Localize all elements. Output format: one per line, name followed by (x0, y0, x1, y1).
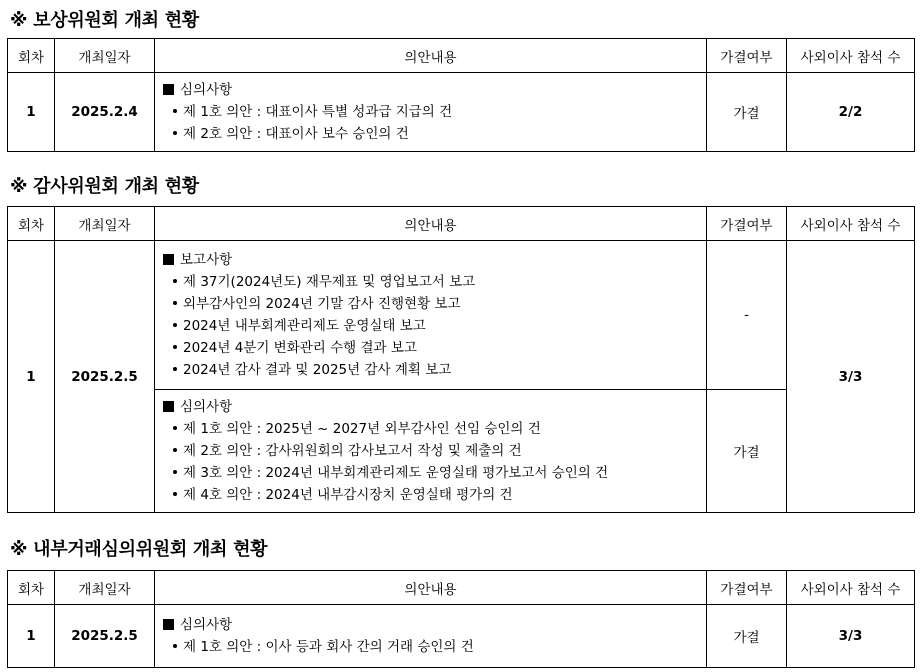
agenda-cell (155, 73, 707, 152)
header-round: 회차 (8, 207, 55, 241)
bullet-icon (173, 426, 177, 430)
header-attendance: 사외이사 참석 수 (787, 207, 915, 241)
agenda-cell (155, 605, 707, 668)
date-cell: 2025.2.4 (55, 73, 155, 152)
header-row (8, 207, 915, 241)
attendance-cell: 3/3 (787, 241, 915, 513)
agenda-item (163, 101, 706, 123)
agenda-item (163, 359, 706, 381)
agenda-item-text: 제 2호 의안 : 감사위원회의 감사보고서 작성 및 제출의 건 (183, 443, 522, 459)
category-label: 보고사항 (180, 252, 233, 268)
agenda-item-text: 2024년 감사 결과 및 2025년 감사 계획 보고 (183, 362, 452, 378)
agenda-category (163, 249, 706, 271)
header-agenda: 의안내용 (155, 207, 707, 241)
agenda-cell (155, 241, 707, 390)
square-bullet-icon (163, 619, 174, 630)
agenda-category (163, 614, 706, 636)
header-round: 회차 (8, 571, 55, 605)
bullet-icon (173, 470, 177, 474)
header-date: 개최일자 (55, 39, 155, 73)
result-cell: 가결 (707, 390, 787, 513)
agenda-item-text: 외부감사인의 2024년 기말 감사 진행현황 보고 (183, 296, 461, 312)
attendance-cell: 2/2 (787, 73, 915, 152)
agenda-item (163, 315, 706, 337)
agenda-category (163, 396, 706, 418)
agenda-item (163, 484, 706, 506)
header-row (8, 39, 915, 73)
agenda-item (163, 440, 706, 462)
bullet-icon (173, 301, 177, 305)
bullet-icon (173, 644, 177, 648)
date-cell: 2025.2.5 (55, 241, 155, 513)
section-title: ※ 내부거래심의위원회 개최 현황 (10, 539, 268, 560)
header-result: 가결여부 (707, 39, 787, 73)
header-attendance: 사외이사 참석 수 (787, 571, 915, 605)
header-row (8, 571, 915, 605)
bullet-icon (173, 448, 177, 452)
agenda-item (163, 293, 706, 315)
category-label: 심의사항 (180, 399, 233, 415)
table-row (8, 241, 915, 390)
agenda-cell (155, 390, 707, 513)
bullet-icon (173, 279, 177, 283)
agenda-category (163, 79, 706, 101)
result-cell: 가결 (707, 73, 787, 152)
result-cell: 가결 (707, 605, 787, 668)
bullet-icon (173, 109, 177, 113)
table-row (8, 73, 915, 152)
bullet-icon (173, 492, 177, 496)
table-row (8, 605, 915, 668)
committee-table (7, 570, 915, 668)
agenda-item-text: 제 1호 의안 : 이사 등과 회사 간의 거래 승인의 건 (183, 639, 474, 655)
round-cell: 1 (8, 241, 55, 513)
round-cell: 1 (8, 605, 55, 668)
section-title: ※ 감사위원회 개최 현황 (10, 176, 199, 197)
agenda-item-text: 제 4호 의안 : 2024년 내부감시장치 운영실태 평가의 건 (183, 487, 513, 503)
category-label: 심의사항 (180, 617, 233, 633)
agenda-item-text: 제 3호 의안 : 2024년 내부회계관리제도 운영실태 평가보고서 승인의 건 (183, 465, 609, 481)
bullet-icon (173, 131, 177, 135)
agenda-item (163, 271, 706, 293)
date-cell: 2025.2.5 (55, 605, 155, 668)
agenda-item (163, 123, 706, 145)
header-agenda: 의안내용 (155, 39, 707, 73)
committee-table (7, 38, 915, 152)
agenda-item-text: 제 1호 의안 : 2025년 ~ 2027년 외부감사인 선임 승인의 건 (183, 421, 541, 437)
attendance-cell: 3/3 (787, 605, 915, 668)
square-bullet-icon (163, 401, 174, 412)
square-bullet-icon (163, 254, 174, 265)
header-attendance: 사외이사 참석 수 (787, 39, 915, 73)
agenda-item-text: 제 1호 의안 : 대표이사 특별 성과급 지급의 건 (183, 104, 453, 120)
header-result: 가결여부 (707, 571, 787, 605)
section-title: ※ 보상위원회 개최 현황 (10, 10, 199, 31)
agenda-item (163, 462, 706, 484)
agenda-item-text: 2024년 내부회계관리제도 운영실태 보고 (183, 318, 426, 334)
header-agenda: 의안내용 (155, 571, 707, 605)
agenda-item-text: 제 2호 의안 : 대표이사 보수 승인의 건 (183, 126, 409, 142)
category-label: 심의사항 (180, 82, 233, 98)
header-round: 회차 (8, 39, 55, 73)
round-cell: 1 (8, 73, 55, 152)
agenda-item-text: 제 37기(2024년도) 재무제표 및 영업보고서 보고 (183, 274, 476, 290)
header-date: 개최일자 (55, 571, 155, 605)
bullet-icon (173, 345, 177, 349)
header-date: 개최일자 (55, 207, 155, 241)
agenda-item (163, 636, 706, 658)
agenda-item-text: 2024년 4분기 변화관리 수행 결과 보고 (183, 340, 417, 356)
square-bullet-icon (163, 84, 174, 95)
agenda-item (163, 337, 706, 359)
header-result: 가결여부 (707, 207, 787, 241)
result-cell: - (707, 241, 787, 390)
bullet-icon (173, 367, 177, 371)
bullet-icon (173, 323, 177, 327)
agenda-item (163, 418, 706, 440)
committee-table (7, 206, 915, 513)
